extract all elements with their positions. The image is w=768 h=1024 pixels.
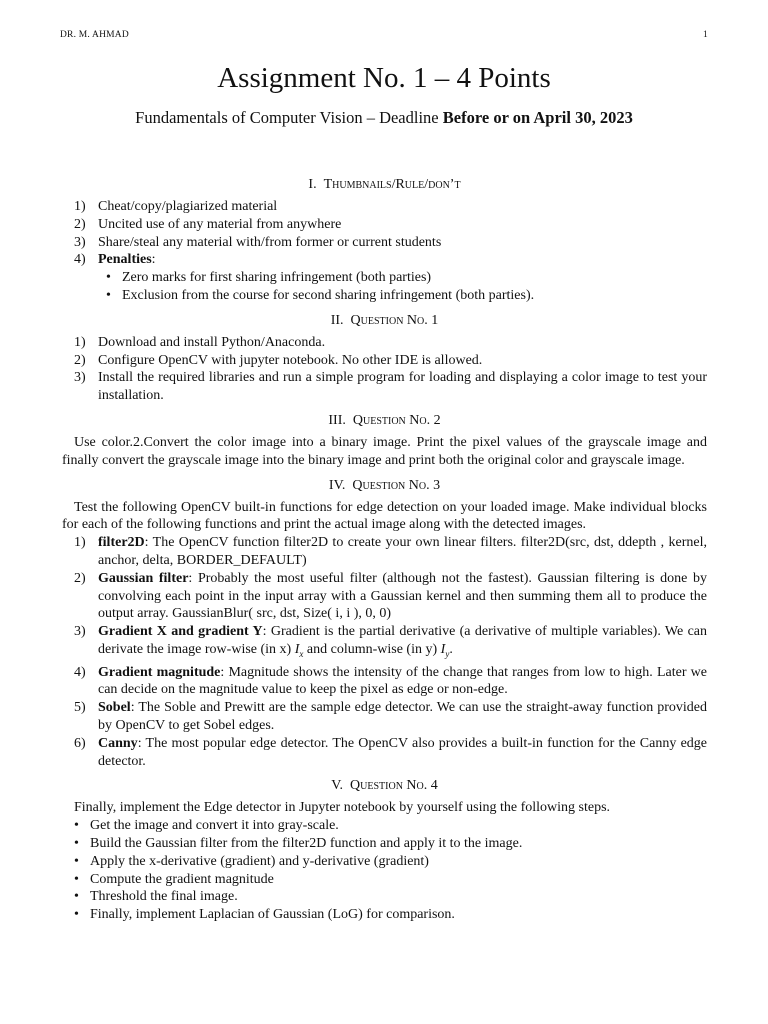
item-description: : The Soble and Prewitt are the sample edge detector. We can use the straight-away function provided by OpenCV to get Sobel edges. [98, 700, 707, 733]
section-heading-rules [62, 175, 707, 195]
section-heading-question-2 [62, 411, 707, 431]
question-3-intro: Test the following OpenCV built-in functions for edge detection on your loaded image. Make individual blocks for each of the following functions and print the actual image along with the detected images. [62, 499, 707, 533]
math-subscript: y [445, 648, 450, 659]
item-term: Sobel [98, 700, 131, 716]
item-description-end: . [449, 641, 453, 657]
section-title: Question No. 2 [352, 412, 441, 428]
deadline-date: Before or on April 30, 2023 [442, 108, 633, 127]
question-2-paragraph: Use color.2.Convert the color image into a binary image. Print the pixel values of the grayscale image and finally convert the grayscale image into the binary image and print both the original color and grayscale image. [62, 434, 707, 468]
item-term: Canny [98, 735, 138, 751]
penalties-list [98, 269, 707, 305]
section-numeral: IV. [328, 477, 346, 493]
section-title: Question No. 1 [350, 312, 439, 328]
list-item-penalties: 4) Penalties: • Zero marks for first sharing infringement (both parties) • Exclusion from the course for second sharing infringement (both parties). [62, 251, 707, 304]
math-var: I [440, 641, 446, 657]
list-item: 3) Install the required libraries and run a simple program for loading and displaying a color image to test your installation. [74, 370, 707, 404]
step-item: • Build the Gaussian filter from the filter2D function and apply it to the image. [62, 835, 707, 853]
math-var: I [294, 641, 300, 657]
section-heading-question-1 [62, 311, 707, 331]
list-item: 1) Download and install Python/Anaconda. [74, 334, 326, 350]
list-item: 4) Gradient magnitude: Magnitude shows the intensity of the change that ranges from low to high. Later we can decide on the magnitude value to keep the pixel as edge or non-edge. [74, 664, 707, 698]
running-head [60, 30, 708, 44]
section-numeral: II. [330, 312, 344, 328]
list-item: 2) Configure OpenCV with jupyter notebook. No other IDE is allowed. [74, 352, 483, 368]
list-item-text: Install the required libraries and run a simple program for loading and displaying a color image to test your installation. [98, 370, 707, 404]
step-item: • Finally, implement Laplacian of Gaussian (LoG) for comparison. [62, 906, 707, 924]
question-4-intro: Finally, implement the Edge detector in Jupyter notebook by yourself using the following steps. [74, 800, 611, 816]
question-1-list [62, 334, 707, 405]
math-subscript: x [299, 648, 304, 659]
question-3-list [62, 534, 707, 770]
section-numeral: V. [331, 778, 344, 794]
list-item: 1) filter2D: The OpenCV function filter2D to create your own linear filters. filter2D(src, dst, ddepth , kernel, anchor, delta, BORDER_DEFAULT) [74, 535, 707, 568]
item-description: : Gradient is the partial derivative (a derivative of multiple variables). We can derivate the image row-wise (in x) [98, 624, 707, 657]
item-description-cont: and column-wise (in y) [303, 641, 441, 657]
list-item: 2) Gaussian filter: Probably the most useful filter (although not the fastest). Gaussian filtering is done by convolving each point in the input array with a Gaussian kernel and then summing them all to produce the output array. GaussianBlur( src, dst, Size( i, i ), 0, 0) [74, 570, 708, 622]
document-subtitle [0, 107, 768, 129]
section-numeral: III. [328, 412, 346, 428]
item-description: : The most popular edge detector. The OpenCV also provides a built-in function for the Canny edge detector. [98, 735, 707, 769]
document-body [62, 175, 707, 924]
list-item: 3) Gradient X and gradient Y: Gradient is the partial derivative (a derivative of multiple variables). We can derivate the image row-wise (in x) $I_x$ and column-wise (in y) $I_y$. [74, 624, 707, 659]
section-title: Thumbnails/Rule/don’t [323, 177, 461, 192]
item-term: Gradient magnitude [98, 664, 221, 680]
penalty-item: • Zero marks for first sharing infringement (both parties) [98, 269, 707, 287]
page-number: 1 [703, 30, 708, 40]
course-and-deadline-label: Fundamentals of Computer Vision – Deadline [135, 108, 443, 127]
item-description: : Probably the most useful filter (although not the fastest). Gaussian filtering is done by convolving each point in the input array with a Gaussian kernel and then summing them all to produce the output array. GaussianBlur( src, dst, Size( i, i ), 0, 0) [98, 570, 708, 622]
list-item-text: Uncited use of any material from anywhere [98, 216, 342, 232]
list-item-text: Cheat/copy/plagiarized material [98, 199, 278, 214]
list-item-text: Configure OpenCV with jupyter notebook. No other IDE is allowed. [98, 352, 483, 368]
list-item: 1) Cheat/copy/plagiarized material [74, 199, 278, 214]
item-term: filter2D [98, 535, 145, 551]
document-title: Assignment No. 1 – 4 Points [217, 62, 551, 94]
section-numeral: I. [308, 177, 317, 192]
step-item: • Apply the x-derivative (gradient) and y-derivative (gradient) [62, 853, 707, 871]
section-title: Question No. 4 [350, 778, 438, 794]
item-description: : Magnitude shows the intensity of the change that ranges from low to high. Later we can decide on the magnitude value to keep the pixel as edge or non-edge. [98, 664, 707, 698]
list-item: 5) Sobel: The Soble and Prewitt are the sample edge detector. We can use the straight-away function provided by OpenCV to get Sobel edges. [74, 700, 707, 733]
section-title: Question No. 3 [352, 477, 441, 493]
list-item-text: Download and install Python/Anaconda. [98, 334, 326, 350]
penalty-item: • Exclusion from the course for second sharing infringement (both parties). [98, 287, 707, 305]
list-item: 2) Uncited use of any material from anywhere [74, 216, 342, 232]
rules-list [62, 198, 707, 305]
author-name: DR. M. AHMAD [60, 30, 129, 40]
step-item: • Compute the gradient magnitude [62, 871, 707, 889]
section-heading-question-3 [62, 476, 707, 496]
item-term: Gaussian filter [98, 570, 189, 586]
step-item: • Get the image and convert it into gray-scale. [62, 817, 707, 835]
question-4-steps [62, 817, 707, 924]
list-item: 6) Canny: The most popular edge detector. The OpenCV also provides a built-in function for the Canny edge detector. [74, 735, 707, 769]
item-term: Gradient X and gradient Y [98, 624, 263, 640]
step-item: • Threshold the final image. [62, 888, 707, 906]
list-item-text: Share/steal any material with/from former or current students [98, 234, 442, 250]
list-item: 3) Share/steal any material with/from former or current students [74, 234, 442, 250]
penalties-label: Penalties [98, 252, 152, 268]
section-heading-question-4 [62, 776, 707, 796]
item-description: : The OpenCV function filter2D to create your own linear filters. filter2D(src, dst, ddepth , kernel, anchor, delta, BORDER_DEFAULT) [98, 535, 707, 568]
